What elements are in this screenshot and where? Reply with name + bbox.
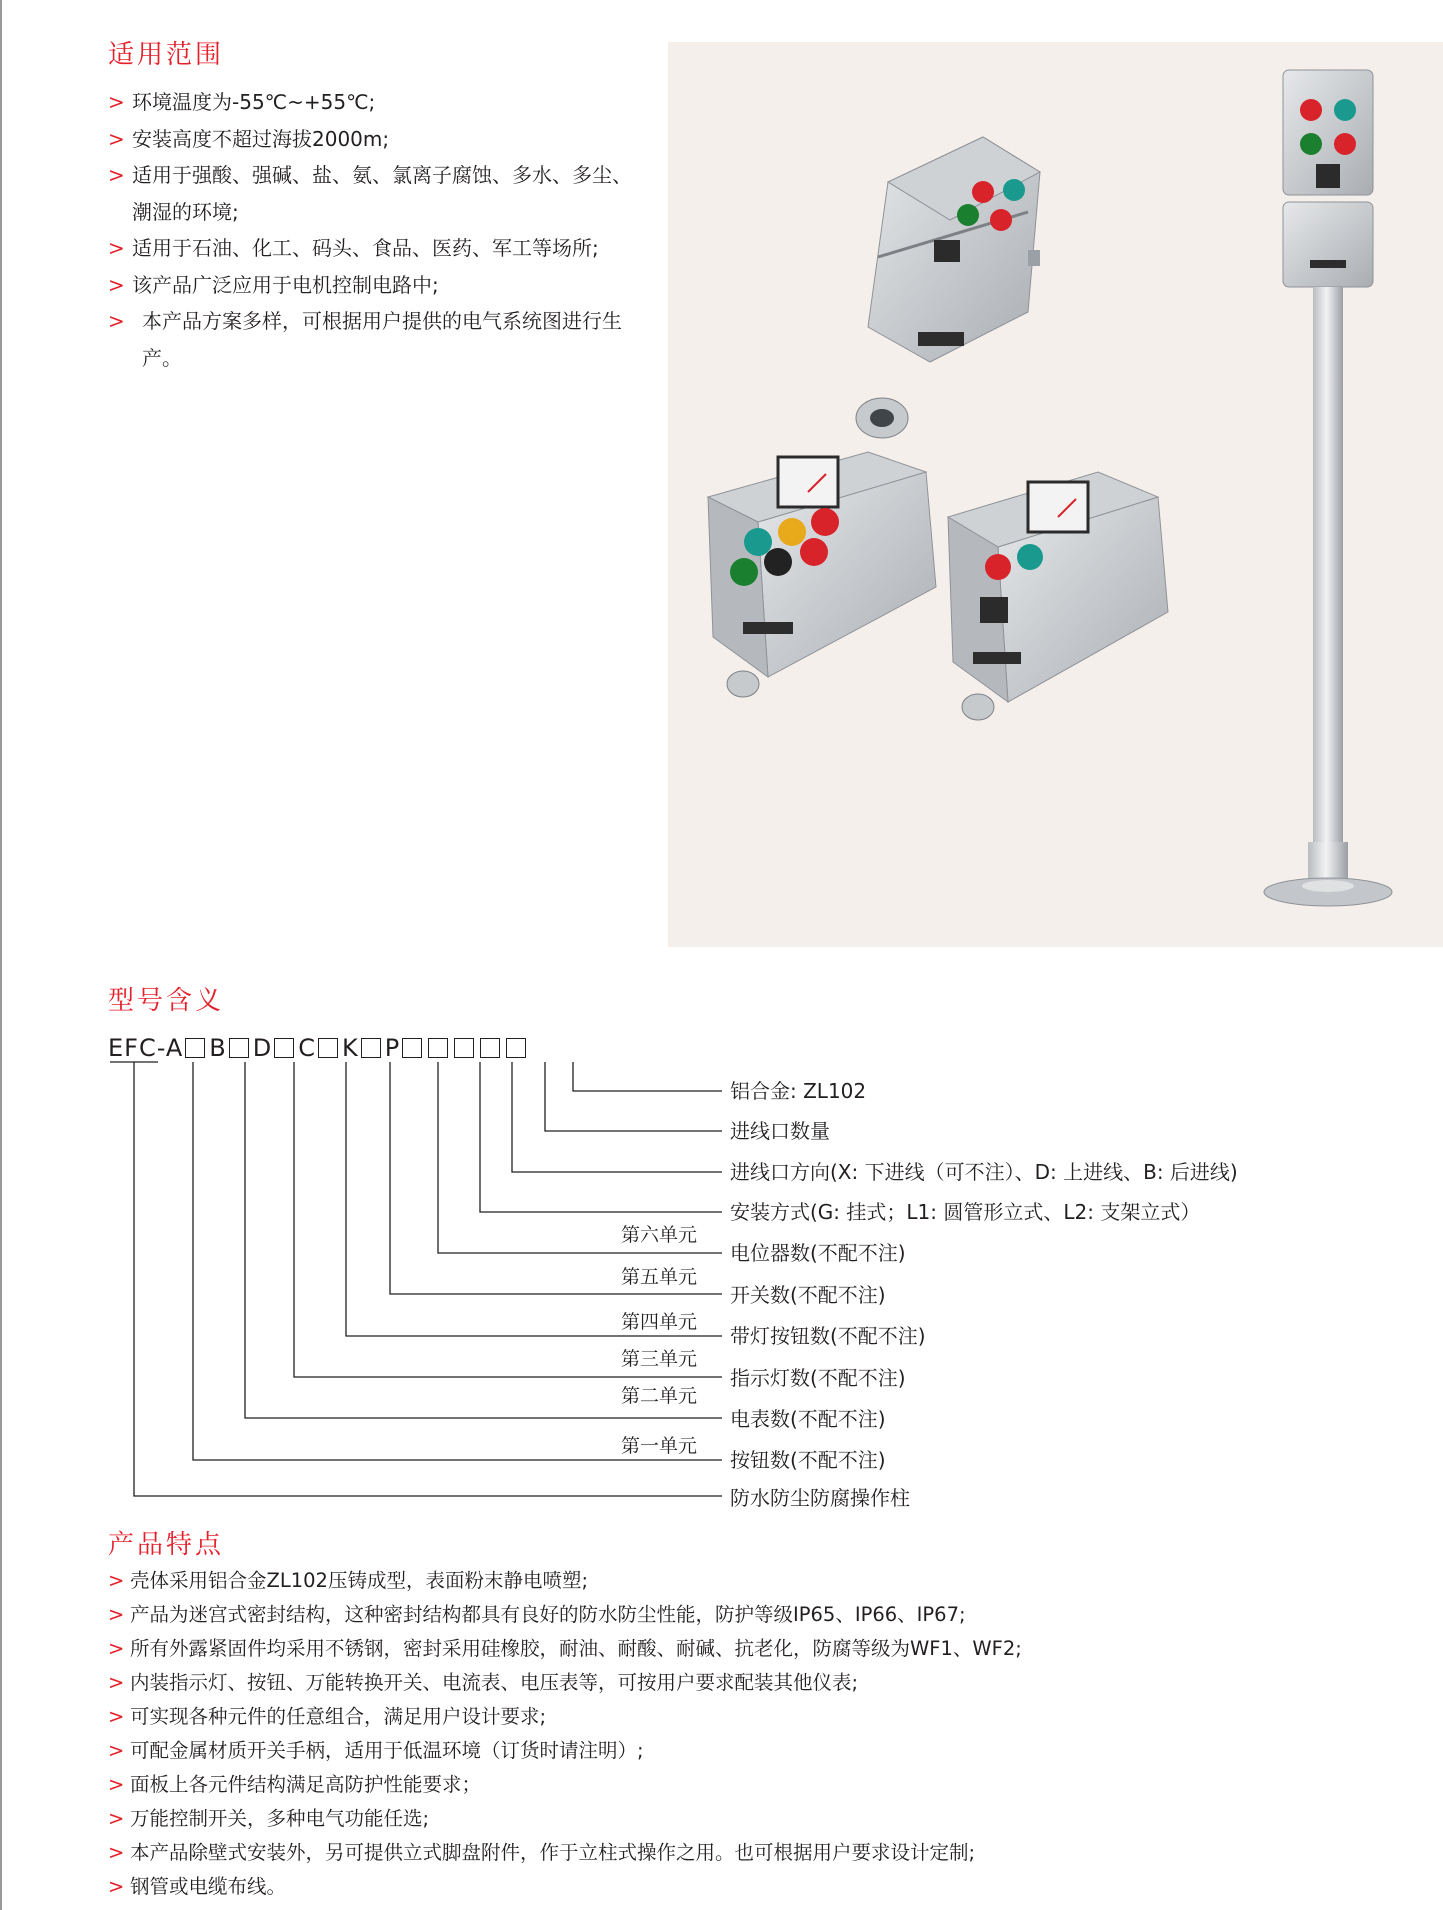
feature-item: > 钢管或电缆布线。 bbox=[108, 1870, 1408, 1904]
scope-item: > 适用于强酸、强碱、盐、氨、氯离子腐蚀、多水、多尘、潮湿的环境; bbox=[108, 157, 632, 230]
feature-item: > 可实现各种元件的任意组合，满足用户设计要求; bbox=[108, 1700, 1408, 1734]
code-part: C bbox=[298, 1034, 316, 1062]
code-part: K bbox=[342, 1034, 359, 1062]
scope-item: > 适用于石油、化工、码头、食品、医药、军工等场所; bbox=[108, 230, 632, 267]
feature-item: > 所有外露紧固件均采用不锈钢，密封采用硅橡胶，耐油、耐酸、耐碱、抗老化，防腐等级为WF1、WF2; bbox=[108, 1632, 1408, 1666]
description-label: 进线口方向(X: 下进线（可不注）、D: 上进线、B: 后进线) bbox=[730, 1160, 1238, 1184]
feature-item: > 内装指示灯、按钮、万能转换开关、电流表、电压表等，可按用户要求配装其他仪表; bbox=[108, 1666, 1408, 1700]
scope-item: > 本产品方案多样，可根据用户提供的电气系统图进行生产。 bbox=[108, 303, 652, 376]
scope-heading: 适用范围 bbox=[108, 40, 225, 70]
unit-label: 第三单元 bbox=[620, 1348, 697, 1370]
arrow-marker-icon: > bbox=[108, 1603, 125, 1626]
description-label: 防水防尘防腐操作柱 bbox=[730, 1486, 910, 1510]
feature-item: > 万能控制开关，多种电气功能任选; bbox=[108, 1802, 1408, 1836]
feature-item: > 面板上各元件结构满足高防护性能要求； bbox=[108, 1768, 1408, 1802]
unit-label: 第四单元 bbox=[620, 1311, 697, 1333]
feature-item: > 本产品除壁式安装外，另可提供立式脚盘附件，作于立柱式操作之用。也可根据用户要求设计定制; bbox=[108, 1836, 1408, 1870]
arrow-marker-icon: > bbox=[108, 272, 125, 297]
scope-item: > 环境温度为-55℃~+55℃; bbox=[108, 84, 668, 121]
arrow-marker-icon: > bbox=[108, 1807, 125, 1830]
scope-item: > 安装高度不超过海拔2000m; bbox=[108, 121, 668, 158]
feature-item: > 可配金属材质开关手柄，适用于低温环境（订货时请注明）; bbox=[108, 1734, 1408, 1768]
connector-line bbox=[346, 1062, 722, 1336]
arrow-marker-icon: > bbox=[108, 1637, 125, 1660]
arrow-marker-icon: > bbox=[108, 1773, 125, 1796]
description-label: 安装方式(G: 挂式；L1: 圆管形立式、L2: 支架立式） bbox=[730, 1200, 1201, 1224]
description-label: 电位器数(不配不注) bbox=[730, 1241, 906, 1265]
arrow-marker-icon: > bbox=[108, 1841, 125, 1864]
arrow-marker-icon: > bbox=[108, 1671, 125, 1694]
features-heading: 产品特点 bbox=[108, 1530, 225, 1560]
arrow-marker-icon: > bbox=[108, 309, 125, 333]
arrow-marker-icon: > bbox=[108, 236, 125, 260]
unit-label: 第六单元 bbox=[620, 1224, 697, 1246]
unit-label: 第一单元 bbox=[620, 1435, 697, 1457]
feature-item: > 产品为迷宫式密封结构，这种密封结构都具有良好的防水防尘性能，防护等级IP65、IP66、IP67; bbox=[108, 1598, 1408, 1632]
connector-line bbox=[480, 1062, 722, 1212]
description-label: 电表数(不配不注) bbox=[730, 1407, 886, 1431]
description-label: 指示灯数(不配不注) bbox=[730, 1366, 906, 1390]
description-label: 开关数(不配不注) bbox=[730, 1283, 886, 1307]
arrow-marker-icon: > bbox=[108, 90, 125, 114]
unit-label: 第二单元 bbox=[620, 1385, 697, 1407]
feature-item: > 壳体采用铝合金ZL102压铸成型，表面粉末静电喷塑; bbox=[108, 1564, 1408, 1598]
description-label: 按钮数(不配不注) bbox=[730, 1448, 886, 1472]
unit-label: 第五单元 bbox=[620, 1266, 697, 1288]
arrow-marker-icon: > bbox=[108, 1739, 125, 1762]
code-part: P bbox=[384, 1034, 401, 1062]
code-part: EFC-A bbox=[108, 1034, 184, 1062]
description-label: 铝合金: ZL102 bbox=[730, 1079, 867, 1103]
arrow-marker-icon: > bbox=[108, 163, 125, 187]
code-part: D bbox=[252, 1034, 273, 1062]
code-part: B bbox=[209, 1034, 227, 1062]
connector-line bbox=[545, 1062, 722, 1131]
arrow-marker-icon: > bbox=[108, 1875, 125, 1898]
arrow-marker-icon: > bbox=[108, 1705, 125, 1728]
connector-line bbox=[390, 1062, 722, 1294]
model-heading: 型号含义 bbox=[108, 986, 225, 1016]
description-label: 带灯按钮数(不配不注) bbox=[730, 1324, 926, 1348]
features-list bbox=[108, 1564, 1408, 1904]
connector-line bbox=[573, 1062, 722, 1091]
scope-item: > 该产品广泛应用于电机控制电路中; bbox=[108, 267, 668, 304]
description-label: 进线口数量 bbox=[730, 1119, 830, 1143]
arrow-marker-icon: > bbox=[108, 126, 125, 151]
arrow-marker-icon: > bbox=[108, 1569, 125, 1592]
connector-line bbox=[512, 1062, 722, 1172]
